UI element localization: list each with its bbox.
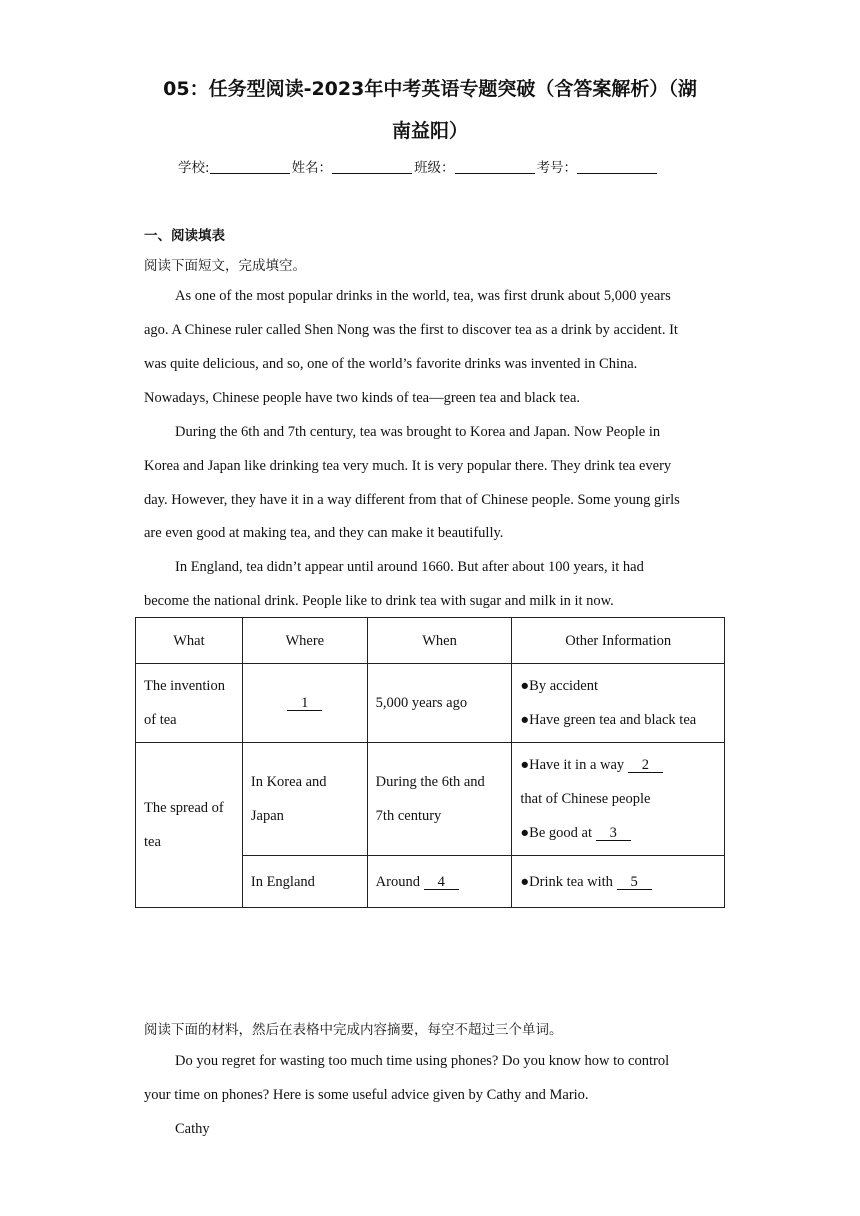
name-label: 姓名： — [291, 160, 333, 176]
header-what: What — [136, 618, 243, 664]
answer-blank-4[interactable]: 4 — [424, 875, 459, 890]
passage-line: your time on phones? Here is some useful advice given by Cathy and Mario. — [144, 1087, 589, 1103]
cell-other-info: ●Have it in a way 2 that of Chinese people ●Be good at 3 — [512, 743, 725, 856]
section-heading: 一、阅读填表 — [144, 228, 225, 244]
student-info-row — [178, 156, 659, 177]
cell-other-info: ●Drink tea with 5 — [512, 856, 725, 908]
header-other-info: Other Information — [512, 618, 725, 664]
fill-in-table — [135, 617, 725, 908]
answer-blank-2[interactable]: 2 — [628, 758, 663, 773]
answer-blank-5[interactable]: 5 — [617, 875, 652, 890]
cell-other-info: ●By accident ●Have green tea and black tea — [512, 664, 725, 743]
passage-line: ago. A Chinese ruler called Shen Nong was the first to discover tea as a drink by accident. It — [144, 322, 678, 338]
table-header-row — [136, 618, 725, 664]
cell-when: During the 6th and 7th century — [367, 743, 512, 856]
exam-no-label: 考号： — [536, 160, 578, 176]
cell-when: Around 4 — [367, 856, 512, 908]
passage-line: During the 6th and 7th century, tea was brought to Korea and Japan. Now People in — [175, 424, 661, 440]
passage-line: become the national drink. People like to drink tea with sugar and milk in it now. — [144, 593, 614, 609]
name-blank[interactable] — [332, 159, 412, 174]
passage-line: Nowadays, Chinese people have two kinds of tea—green tea and black tea. — [144, 390, 581, 406]
answer-blank-1[interactable]: 1 — [287, 696, 322, 711]
school-blank[interactable] — [210, 159, 290, 174]
exam-no-blank[interactable] — [577, 159, 657, 174]
school-label: 学校: — [178, 160, 210, 176]
cell-where — [242, 664, 367, 743]
answer-blank-3[interactable]: 3 — [596, 826, 631, 841]
instruction-text: 阅读下面短文，完成填空。 — [144, 258, 306, 274]
class-label: 班级： — [414, 160, 455, 176]
class-blank[interactable] — [455, 159, 535, 174]
passage-line: Korea and Japan like drinking tea very much. It is very popular there. They drink tea every — [144, 458, 672, 474]
passage-line: Cathy — [175, 1121, 210, 1137]
header-when: When — [367, 618, 512, 664]
cell-what: The invention of tea — [136, 664, 243, 743]
passage-line: As one of the most popular drinks in the world, tea, was first drunk about 5,000 years — [175, 288, 671, 304]
passage-line: day. However, they have it in a way different from that of Chinese people. Some young girls — [144, 492, 680, 508]
document-title-line2: 南益阳） — [391, 120, 468, 142]
cell-when: 5,000 years ago — [367, 664, 512, 743]
table-row — [136, 743, 725, 856]
cell-where: In Korea and Japan — [242, 743, 367, 856]
passage-line: was quite delicious, and so, one of the world’s favorite drinks was invented in China. — [144, 356, 638, 372]
passage-line: are even good at making tea, and they can make it beautifully. — [144, 525, 504, 541]
passage-line: In England, tea didn’t appear until around 1660. But after about 100 years, it had — [175, 559, 644, 575]
document-title-line1: 05：任务型阅读-2023年中考英语专题突破（含答案解析）（湖 — [163, 78, 697, 100]
cell-what: The spread of tea — [136, 743, 243, 908]
passage-line: Do you regret for wasting too much time using phones? Do you know how to control — [175, 1053, 670, 1069]
table-row — [136, 664, 725, 743]
header-where: Where — [242, 618, 367, 664]
cell-where: In England — [242, 856, 367, 908]
instruction-text: 阅读下面的材料，然后在表格中完成内容摘要，每空不超过三个单词。 — [144, 1022, 563, 1038]
